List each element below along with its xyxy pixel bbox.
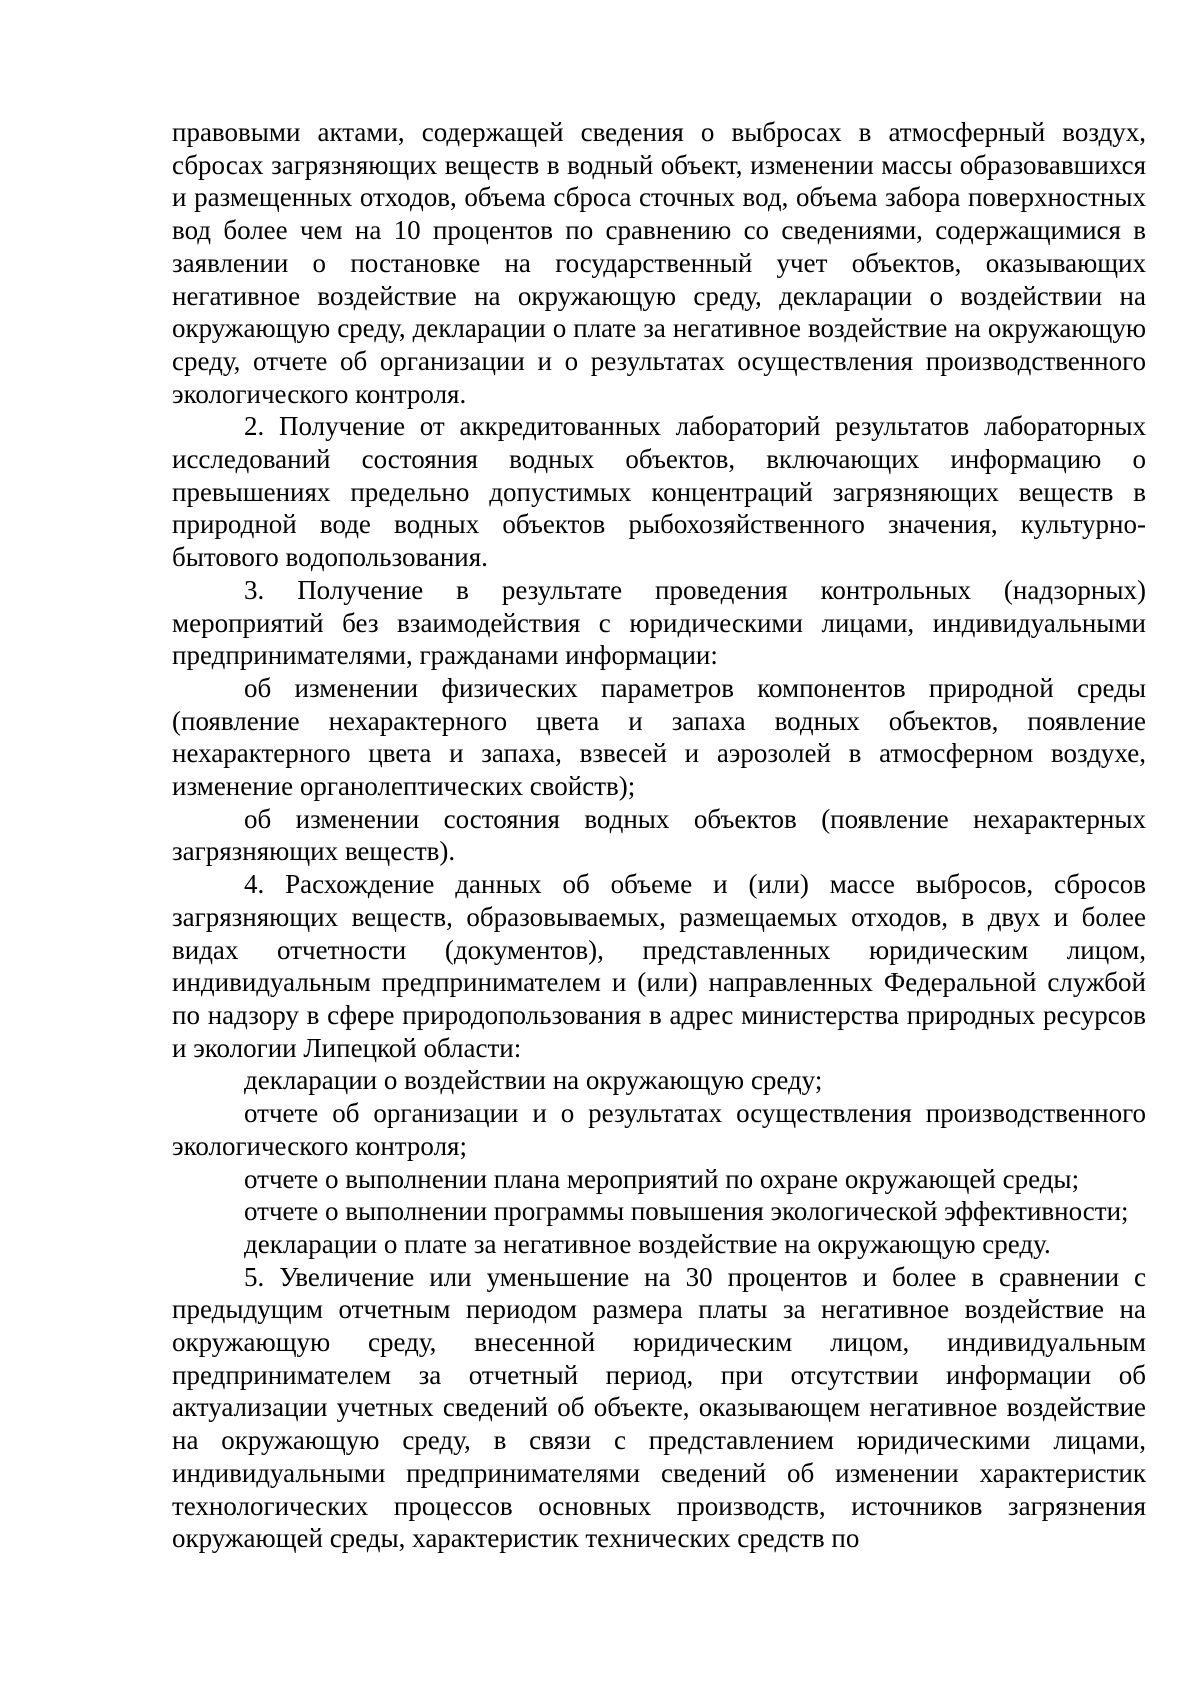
document-page [172,116,1146,1555]
paragraph-item-4-sub-4: отчете о выполнении программы повышения экологической эффективности; [244,1196,1129,1227]
paragraph-item-4-sub-2: отчете об организации и о результатах осуществления производственного экологического контроля; [172,1098,1146,1161]
paragraph-item-2: 2. Получение от аккредитованных лабораторий результатов лабораторных исследований состояния водных объектов, включающих информацию о превышениях предельно допустимых концентраций загрязняющих веществ в природной воде водных объектов рыбохозяйственного значения, культурно-бытового водопользования. [172,411,1146,573]
paragraph-item-4: 4. Расхождение данных об объеме и (или) массе выбросов, сбросов загрязняющих веществ, образовываемых, размещаемых отходов, в двух и более видах отчетности (документов), представленных юридическим лицом, индивидуальным предпринимателем и (или) направленных Федеральной службой по надзору в сфере природопользования в адрес министерства природных ресурсов и экологии Липецкой области: [172,869,1146,1063]
paragraph-item-3-sub-1: об изменении физических параметров компонентов природной среды (появление нехарактерного цвета и запаха водных объектов, появление нехарактерного цвета и запаха, взвесей и аэрозолей в атмосферном воздухе, изменение органолептических свойств); [172,672,1146,802]
paragraph-item-4-sub-1: декларации о воздействии на окружающую среду; [244,1065,823,1096]
paragraph-item-3: 3. Получение в результате проведения контрольных (надзорных) мероприятий без взаимодействия с юридическими лицами, индивидуальными предпринимателями, гражданами информации: [172,574,1146,671]
paragraph-item-4-sub-5: декларации о плате за негативное воздействие на окружающую среду. [244,1228,1051,1259]
paragraph-continuation: правовыми актами, содержащей сведения о выбросах в атмосферный воздух, сбросах загрязняющих веществ в водный объект, изменении массы образовавшихся и размещенных отходов, объема сброса сточных вод, объема забора поверхностных вод более чем на 10 процентов по сравнению со сведениями, содержащимися в заявлении о постановке на государственный учет объектов, оказывающих негативное воздействие на окружающую среду, декларации о воздействии на окружающую среду, декларации о плате за негативное воздействие на окружающую среду, отчете об организации и о результатах осуществления производственного экологического контроля. [172,117,1146,409]
paragraph-item-4-sub-3: отчете о выполнении плана мероприятий по охране окружающей среды; [244,1163,1080,1194]
paragraph-item-5: 5. Увеличение или уменьшение на 30 процентов и более в сравнении с предыдущим отчетным периодом размера платы за негативное воздействие на окружающую среду, внесенной юридическим лицом, индивидуальным предпринимателем за отчетный период, при отсутствии информации об актуализации учетных сведений об объекте, оказывающем негативное воздействие на окружающую среду, в связи с представлением юридическими лицами, индивидуальными предпринимателями сведений об изменении характеристик технологических процессов основных производств, источников загрязнения окружающей среды, характеристик технических средств по [172,1261,1146,1554]
paragraph-item-3-sub-2: об изменении состояния водных объектов (появление нехарактерных загрязняющих веществ). [172,803,1146,867]
